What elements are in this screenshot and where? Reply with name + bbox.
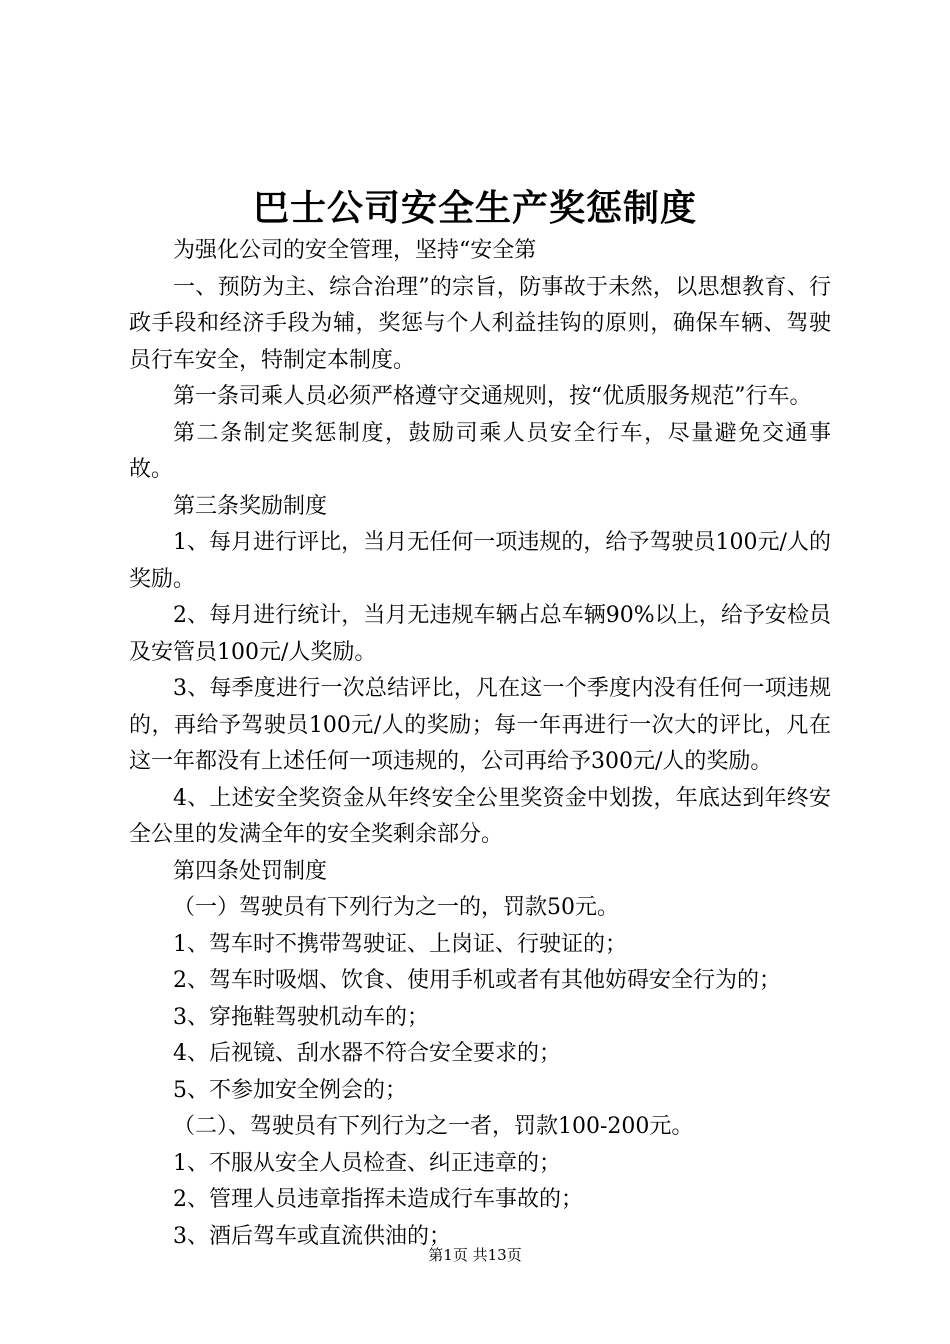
paragraph-penalty-group-1: （一）驾驶员有下列行为之一的，罚款50元。 (173, 895, 619, 920)
paragraph-penalty-1-5: 5、不参加安全例会的； (173, 1077, 407, 1103)
paragraph-penalty-1-2: 2、驾车时吸烟、饮食、使用手机或者有其他妨碍安全行为的； (173, 968, 781, 993)
paragraph-article-1: 第一条司乘人员必须严格遵守交通规则，按“优质服务规范”行车。 (173, 384, 812, 409)
paragraph-principle: 一、预防为主、综合治理”的宗旨，防事故于未然，以思想教育、行政手段和经济手段为辅，奖惩与个人利益挂钩的原则，确保车辆、驾驶员行车安全，特制定本制度。 (129, 274, 831, 373)
paragraph-penalty-1-4: 4、后视镜、刮水器不符合安全要求的； (173, 1041, 561, 1066)
paragraph-reward-1: 1、每月进行评比，当月无任何一项违规的，给予驾驶员100元/人的奖励。 (129, 530, 831, 592)
paragraph-reward-2: 2、每月进行统计，当月无违规车辆占总车辆90%以上，给予安检员及安管员100元/人奖励。 (129, 603, 831, 665)
paragraph-article-4-heading: 第四条处罚制度 (173, 858, 328, 884)
paragraph-penalty-2-2: 2、管理人员违章指挥未造成行车事故的； (173, 1187, 583, 1212)
paragraph-intro: 为强化公司的安全管理，坚持“安全第 (173, 238, 537, 263)
paragraph-article-2: 第二条制定奖惩制度，鼓励司乘人员安全行车，尽量避免交通事故。 (129, 420, 831, 482)
paragraph-reward-3: 3、每季度进行一次总结评比，凡在这一个季度内没有任何一项违规的，再给予驾驶员100元/人的奖励；每一年再进行一次大的评比，凡在这一年都没有上述任何一项违规的，公司再给予300元/人的奖励。 (129, 676, 831, 774)
paragraph-penalty-group-2: （二）、驾驶员有下列行为之一者，罚款100-200元。 (173, 1114, 694, 1139)
page-footer: 第1页 共13页 (428, 1246, 522, 1264)
paragraph-article-3-heading: 第三条奖励制度 (173, 493, 328, 519)
paragraph-reward-4: 4、上述安全奖资金从年终安全公里奖资金中划拨，年底达到年终安全公里的发满全年的安全奖剩余部分。 (129, 785, 831, 847)
paragraph-penalty-1-3: 3、穿拖鞋驾驶机动车的； (173, 1004, 429, 1030)
document-title: 巴士公司安全生产奖惩制度 (252, 187, 697, 229)
paragraph-penalty-1-1: 1、驾车时不携带驾驶证、上岗证、行驶证的； (173, 931, 627, 957)
paragraph-penalty-2-3: 3、酒后驾车或直流供油的； (173, 1223, 451, 1249)
paragraph-penalty-2-1: 1、不服从安全人员检查、纠正违章的； (173, 1150, 561, 1176)
document-body (129, 233, 831, 1255)
